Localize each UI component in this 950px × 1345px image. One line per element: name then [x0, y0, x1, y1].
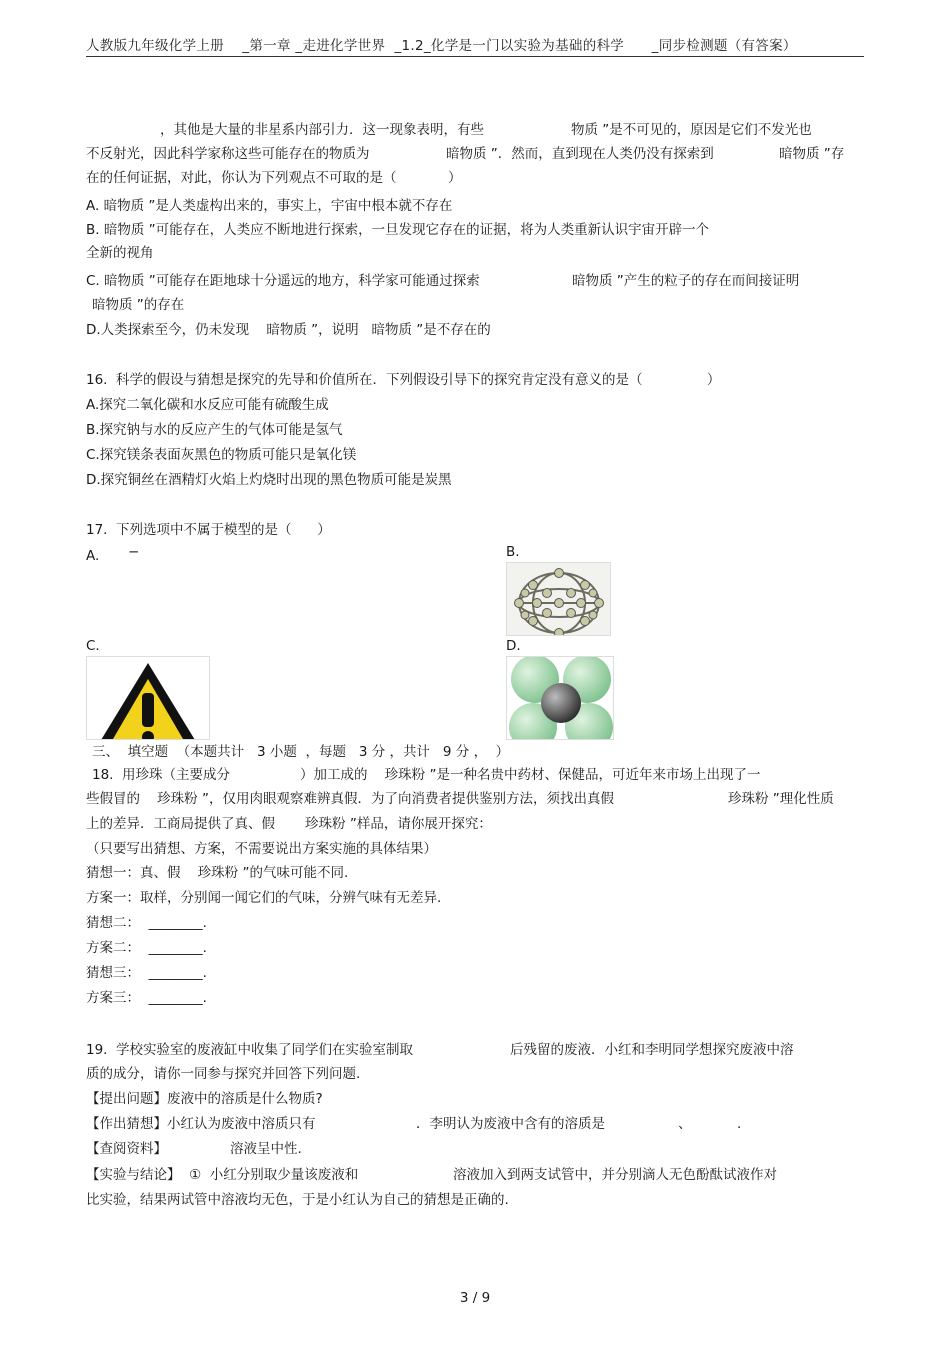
q15-option-c: C. 暗物质 ”可能存在距地球十分遥远的地方，科学家可能通过探索: [86, 273, 480, 289]
q19-line4a: 【作出猜想】小红认为废液中溶质只有: [86, 1116, 316, 1132]
q15-option-b: B. 暗物质 ”可能存在，人类应不断地进行探索，一旦发现它存在的证据，将为人类重新认识宇宙开辟一个: [86, 222, 710, 238]
section-3-heading: 三、 填空题 （本题共计 3 小题 ，每题 3 分 ，共计 9 分 ， ）: [92, 744, 510, 760]
q18-line2a: 些假冒的 珍珠粉 ”，仅用肉眼观察难辨真假．为了向消费者提供鉴别方法，须找出真假: [86, 791, 614, 807]
q18-line1a: 18. 用珍珠（主要成分: [92, 767, 231, 783]
q18-guess2: 猜想二： ________.: [86, 915, 207, 931]
q15-line1a: ，其他是大量的非星系内部引力．这一现象表明，有些: [160, 122, 484, 138]
q19-line4d: .: [737, 1116, 742, 1132]
warning-sign-image: [86, 656, 210, 740]
q15-line1b: 物质 ”是不可见的，原因是它们不发光也: [571, 122, 812, 138]
q15-line3: 在的任何证据，对此，你认为下列观点不可取的是（ ）: [86, 170, 462, 186]
page-header: 人教版九年级化学上册 _第一章 _走进化学世界 _1.2_化学是一门以实验为基础的科学 _同步检测题（有答案）: [86, 34, 864, 57]
q19-line2: 质的成分，请你一同参与探究并回答下列问题.: [86, 1066, 361, 1082]
q18-line4: （只要写出猜想、方案，不需要说出方案实施的具体结果）: [86, 841, 437, 857]
q17-label-b: B.: [506, 544, 520, 560]
q19-line5a: 【查阅资料】: [86, 1141, 167, 1157]
q18-plan3: 方案三： ________.: [86, 990, 207, 1006]
q19-line6b: 溶液加入到两支试管中，并分别滴人无色酚酞试液作对: [453, 1167, 777, 1183]
q18-plan2: 方案二： ________.: [86, 940, 207, 956]
q19-line4c: 、: [678, 1116, 692, 1132]
q15-option-c-b: 暗物质 ”产生的粒子的存在而间接证明: [572, 273, 800, 289]
q15-line2c: 暗物质 ”存: [779, 146, 845, 162]
q18-guess1: 猜想一：真、假 珍珠粉 ”的气味可能不同.: [86, 865, 349, 881]
q16-option-a: A.探究二氧化碳和水反应可能有硫酸生成: [86, 397, 329, 413]
q15-option-b-cont: 全新的视角: [86, 245, 154, 261]
q15-line2a: 不反射光，因此科学家称这些可能存在的物质为: [86, 146, 370, 162]
q19-line4b: ．李明认为废液中含有的溶质是: [416, 1116, 605, 1132]
q19-line6a: 【实验与结论】 ① 小红分别取少量该废液和: [86, 1167, 359, 1183]
q15-option-a: A. 暗物质 ”是人类虚构出来的，事实上，宇宙中根本就不存在: [86, 198, 453, 214]
q16-option-d: D.探究铜丝在酒精灯火焰上灼烧时出现的黑色物质可能是炭黑: [86, 472, 452, 488]
q19-line1a: 19. 学校实验室的废液缸中收集了同学们在实验室制取: [86, 1042, 414, 1058]
q19-line5b: 溶液呈中性.: [230, 1141, 302, 1157]
q16-stem: 16. 科学的假设与猜想是探究的先导和价值所在．下列假设引导下的探究肯定没有意义的是（ ）: [86, 372, 721, 388]
q19-line1b: 后残留的废液．小红和李明同学想探究废液中溶: [510, 1042, 794, 1058]
q18-line1b: ）加工成的 珍珠粉 ”是一种名贵中药材、保健品，可近年来市场上出现了一: [300, 767, 761, 783]
molecule-model-image: [506, 656, 614, 740]
q18-guess3: 猜想三： ________.: [86, 965, 207, 981]
q17-stem: 17. 下列选项中不属于模型的是（ ）: [86, 522, 331, 538]
q19-line3: 【提出问题】废液中的溶质是什么物质?: [86, 1091, 323, 1107]
q16-option-c: C.探究镁条表面灰黑色的物质可能只是氧化镁: [86, 447, 357, 463]
q15-line2b: 暗物质 ”．然而，直到现在人类仍没有探索到: [446, 146, 714, 162]
page-number: 3 / 9: [459, 1290, 491, 1306]
q17-a-glyph: −: [128, 544, 140, 560]
q19-line7: 比实验，结果两试管中溶液均无色，于是小红认为自己的猜想是正确的.: [86, 1192, 509, 1208]
q17-label-a: A.: [86, 548, 100, 564]
q16-option-b: B.探究钠与水的反应产生的气体可能是氢气: [86, 422, 343, 438]
q17-label-c: C.: [86, 638, 100, 654]
fullerene-model-image: [506, 562, 611, 636]
q15-option-d: D.人类探索至今，仍未发现 暗物质 ”，说明 暗物质 ”是不存在的: [86, 322, 491, 338]
q15-option-c-cont: 暗物质 ”的存在: [92, 297, 185, 313]
q18-line2b: 珍珠粉 ”理化性质: [728, 791, 834, 807]
q17-label-d: D.: [506, 638, 521, 654]
q18-plan1: 方案一：取样，分别闻一闻它们的气味，分辨气味有无差异.: [86, 890, 442, 906]
q18-line3: 上的差异．工商局提供了真、假 珍珠粉 ”样品，请你展开探究：: [86, 816, 492, 832]
